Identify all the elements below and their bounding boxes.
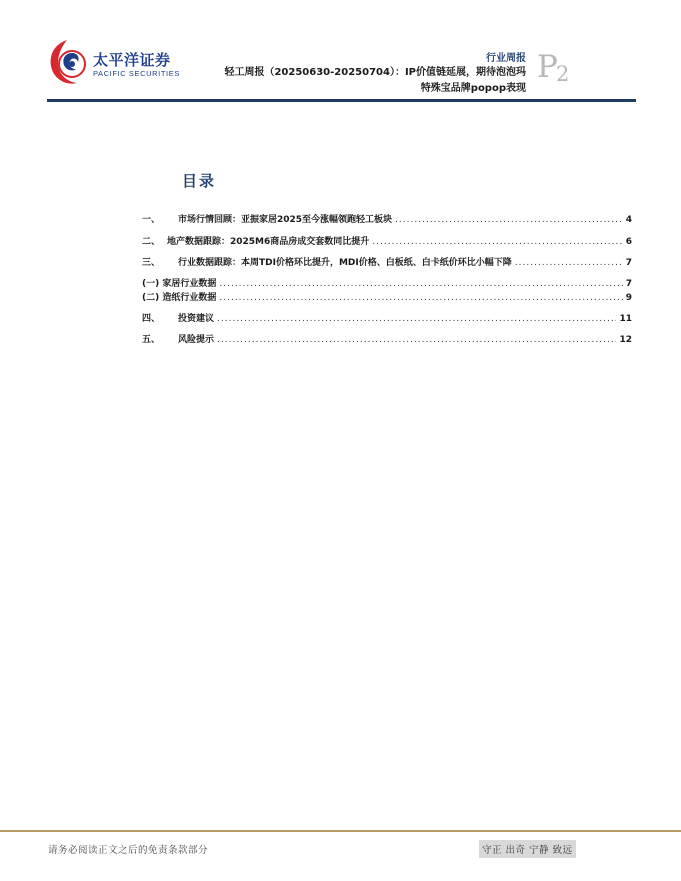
report-title-line-1: 轻工周报（20250630-20250704）：IP价值链延展，期待泡泡玛 xyxy=(224,67,526,78)
report-title-line-2: 特殊宝品牌popop表现 xyxy=(420,83,526,94)
toc-item-text: 风险提示 xyxy=(178,335,215,345)
footer-divider xyxy=(0,830,681,832)
page-header xyxy=(0,0,681,102)
logo-chinese-name: 太平洋证券 xyxy=(93,51,171,69)
pacific-securities-logo-icon xyxy=(47,36,93,88)
toc-item-number: 四、 xyxy=(142,314,161,324)
report-title xyxy=(106,65,526,97)
footer-disclaimer: 请务必阅读正文之后的免责条款部分 xyxy=(48,845,209,856)
toc-item[interactable] xyxy=(142,212,632,226)
footer-motto: 守正 出奇 宁静 致远 xyxy=(479,840,576,858)
report-type: 行业周报 xyxy=(486,53,526,64)
toc-item[interactable] xyxy=(142,276,632,290)
toc-item[interactable] xyxy=(142,332,632,346)
toc-item-page: 6 xyxy=(625,237,632,247)
toc-item-page: 11 xyxy=(619,314,632,324)
toc-leader-dots xyxy=(395,215,623,225)
toc-leader-dots xyxy=(372,237,622,247)
toc-item-number: 三、 xyxy=(142,258,161,268)
toc-item-page: 9 xyxy=(625,293,632,303)
toc-item-text: 行业数据跟踪：本周TDI价格环比提升，MDI价格、白板纸、白卡纸价环比小幅下降 xyxy=(178,258,512,268)
logo-english-name: PACIFIC SECURITIES xyxy=(93,69,180,78)
toc-leader-dots xyxy=(515,258,623,268)
toc-item-text: (二) 造纸行业数据 xyxy=(142,293,217,303)
toc-title: 目录 xyxy=(182,172,217,190)
header-divider xyxy=(47,99,636,102)
page-letter: P xyxy=(537,49,558,85)
toc-leader-dots xyxy=(217,335,616,345)
toc-leader-dots xyxy=(217,314,616,324)
toc-item-text: 投资建议 xyxy=(178,314,215,324)
toc-item-text: 市场行情回顾：亚振家居2025至今涨幅领跑轻工板块 xyxy=(178,215,393,225)
toc-item-page: 7 xyxy=(625,258,632,268)
toc-item[interactable] xyxy=(142,255,632,269)
toc-item[interactable] xyxy=(142,290,632,304)
toc-item-page: 4 xyxy=(625,215,632,225)
toc-leader-dots xyxy=(219,279,622,289)
toc-item-number: 一、 xyxy=(142,215,161,225)
toc-item[interactable] xyxy=(142,234,632,248)
toc-item-text: (一) 家居行业数据 xyxy=(142,279,217,289)
toc-item-page: 12 xyxy=(619,335,632,345)
page-number: 2 xyxy=(556,62,570,86)
toc-item[interactable] xyxy=(142,311,632,325)
toc-item-number: 二、 xyxy=(142,237,161,247)
toc-leader-dots xyxy=(219,293,622,303)
toc-item-text: 地产数据跟踪：2025M6商品房成交套数同比提升 xyxy=(167,237,370,247)
toc-item-number: 五、 xyxy=(142,335,161,345)
toc-item-page: 7 xyxy=(625,279,632,289)
